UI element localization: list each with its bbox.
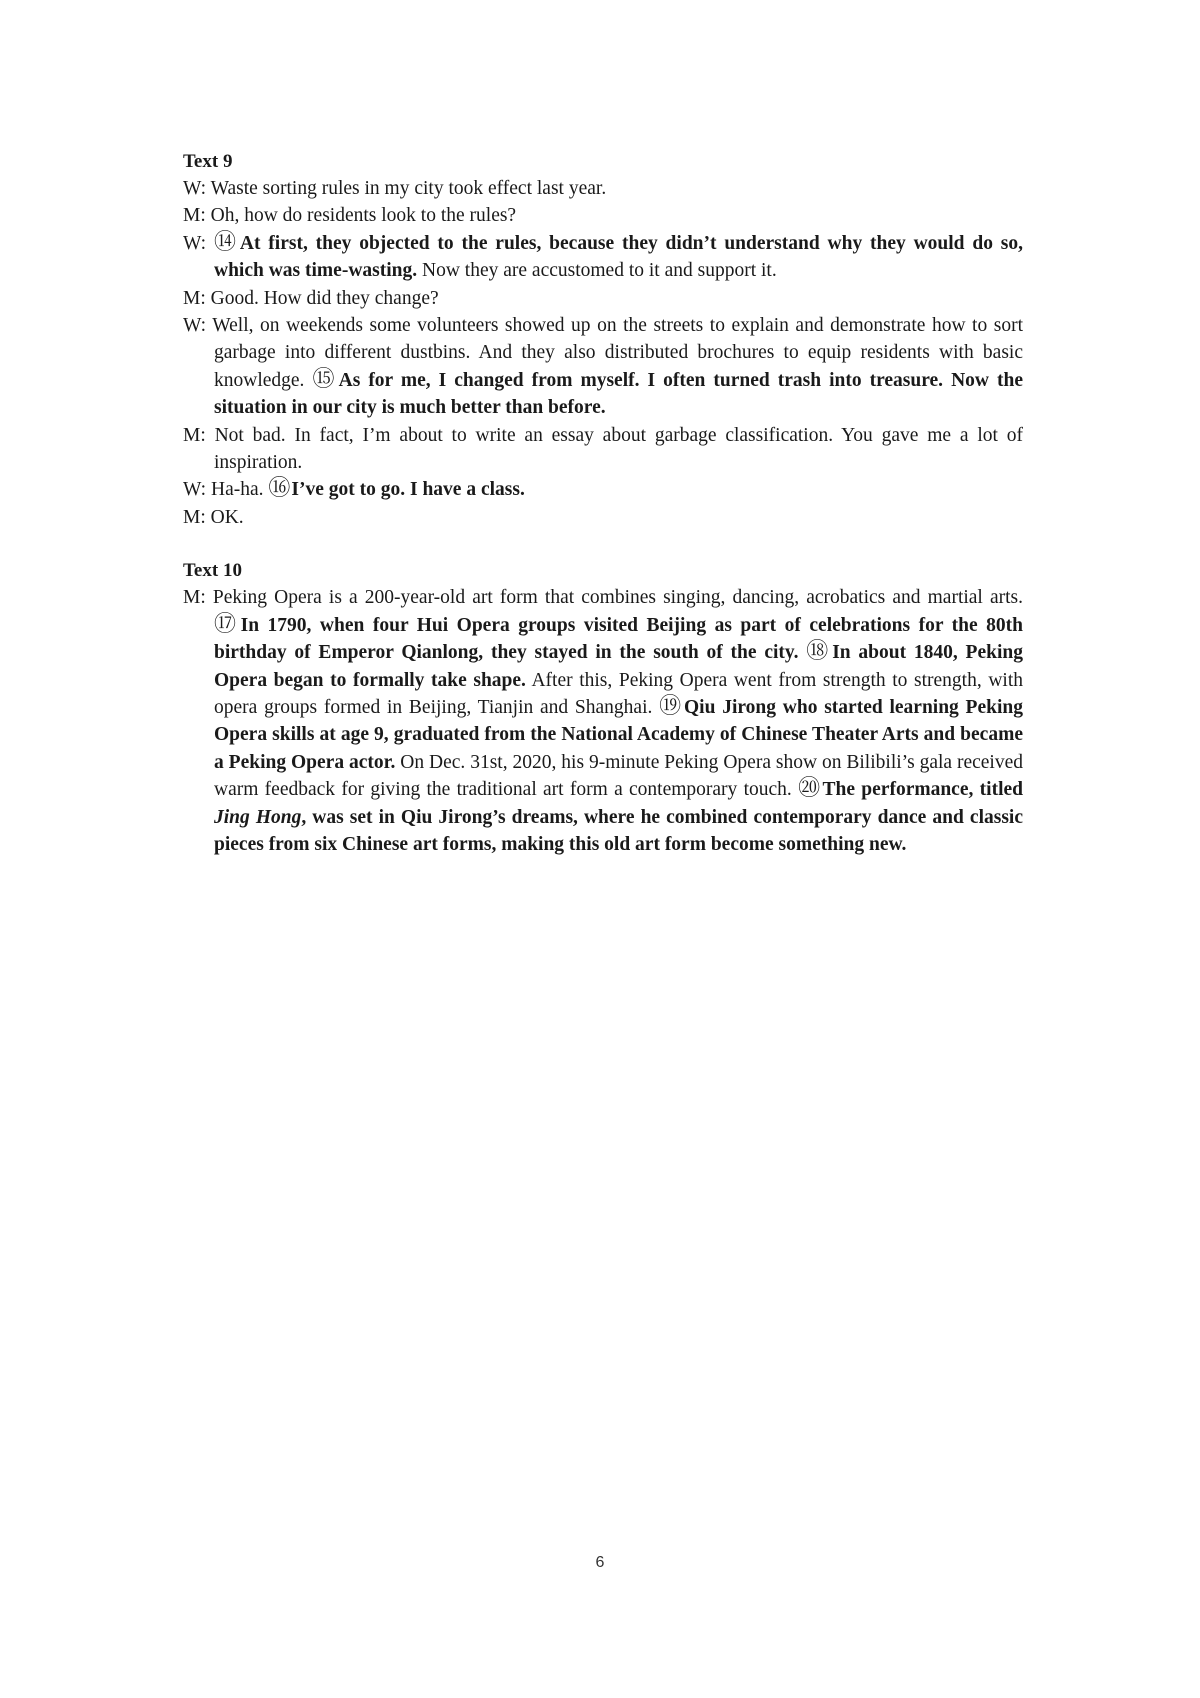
answer-text: , was set in Qiu Jirong’s dreams, where he combined contemporary dance and classic pieces from six Chinese art forms, making this old art form become something new. <box>214 806 1023 855</box>
dialogue-text: Oh, how do residents look to the rules? <box>210 205 517 227</box>
dialogue-text: Good. How did they change? <box>210 287 439 309</box>
dialogue-line <box>183 422 1023 477</box>
dialogue-text: Peking Opera is a 200-year-old art form that combines singing, dancing, acrobatics and martial arts. <box>212 587 1023 609</box>
dialogue-line <box>183 504 1023 531</box>
dialogue-line <box>183 175 1023 202</box>
speaker-label: W: <box>183 232 207 254</box>
answer-text: The performance, titled <box>822 779 1023 801</box>
text9-title: Text 9 <box>183 151 233 172</box>
question-number: ⑳ <box>798 776 822 802</box>
page-number: 6 <box>595 1554 605 1571</box>
text9-dialogue <box>183 175 1023 531</box>
speaker-label: W: <box>183 178 207 199</box>
dialogue-text: Now they are accustomed to it and support it. <box>417 260 777 282</box>
answer-text: In about 1840, Peking Opera began to formally take shape. <box>214 642 1023 691</box>
answer-text: In 1790, when four Hui Opera groups visited Beijing as part of celebrations for the 80th birthday of Emperor Qianlong, they stayed in the south of the city. <box>214 614 1023 664</box>
dialogue-text: Waste sorting rules in my city took effect last year. <box>210 178 607 199</box>
question-number: ⑭ <box>213 229 239 255</box>
dialogue-text: Well, on weekends some volunteers showed up on the streets to explain and demonstrate how to sort garbage into different dustbins. And they also distributed brochures to equip residents with basic knowledge. <box>212 315 1024 391</box>
dialogue-line <box>183 230 1023 285</box>
speaker-label: M: <box>183 424 206 446</box>
answer-text: Jing Hong <box>214 806 302 828</box>
question-number: ⑱ <box>806 639 832 665</box>
question-number: ⑯ <box>268 476 291 502</box>
text10-title: Text 10 <box>183 560 242 582</box>
document-page <box>183 148 1023 884</box>
speaker-label: M: <box>183 587 206 609</box>
dialogue-line <box>183 312 1023 422</box>
dialogue-text: On Dec. 31st, 2020, his 9-minute Peking Opera show on Bilibili’s gala received warm feedback for giving the traditional art form a contemporary touch. <box>214 751 1023 801</box>
text10-dialogue <box>183 584 1023 858</box>
speaker-label: M: <box>183 287 206 309</box>
question-number: ⑮ <box>312 366 338 392</box>
answer-text: As for me, I changed from myself. I often turned trash into treasure. Now the situation in our city is much better than before. <box>214 369 1024 419</box>
speaker-label: M: <box>183 205 206 227</box>
question-number: ⑲ <box>659 693 684 719</box>
dialogue-line <box>183 584 1023 858</box>
dialogue-text: OK. <box>210 506 244 528</box>
dialogue-text: Ha-ha. <box>210 479 269 501</box>
dialogue-text: After this, Peking Opera went from strength to strength, with opera groups formed in Beijing, Tianjin and Shanghai. <box>214 669 1023 718</box>
question-number: ⑰ <box>214 611 240 637</box>
speaker-label: M: <box>183 506 206 528</box>
dialogue-text: Not bad. In fact, I’m about to write an essay about garbage classification. You gave me a lot of inspiration. <box>214 424 1023 474</box>
speaker-label: W: <box>183 479 207 501</box>
answer-text: I’ve got to go. I have a class. <box>291 479 525 501</box>
dialogue-line <box>183 285 1023 312</box>
answer-text: Qiu Jirong who started learning Peking Opera skills at age 9, graduated from the National Academy of Chinese Theater Arts and became a Peking Opera actor. <box>214 696 1023 773</box>
speaker-label: W: <box>183 315 207 337</box>
text10-section <box>183 557 1023 858</box>
answer-text: At first, they objected to the rules, because they didn’t understand why they would do so, which was time-wasting. <box>214 232 1023 282</box>
dialogue-line <box>183 476 1023 503</box>
text9-section <box>183 148 1023 531</box>
dialogue-line <box>183 202 1023 229</box>
